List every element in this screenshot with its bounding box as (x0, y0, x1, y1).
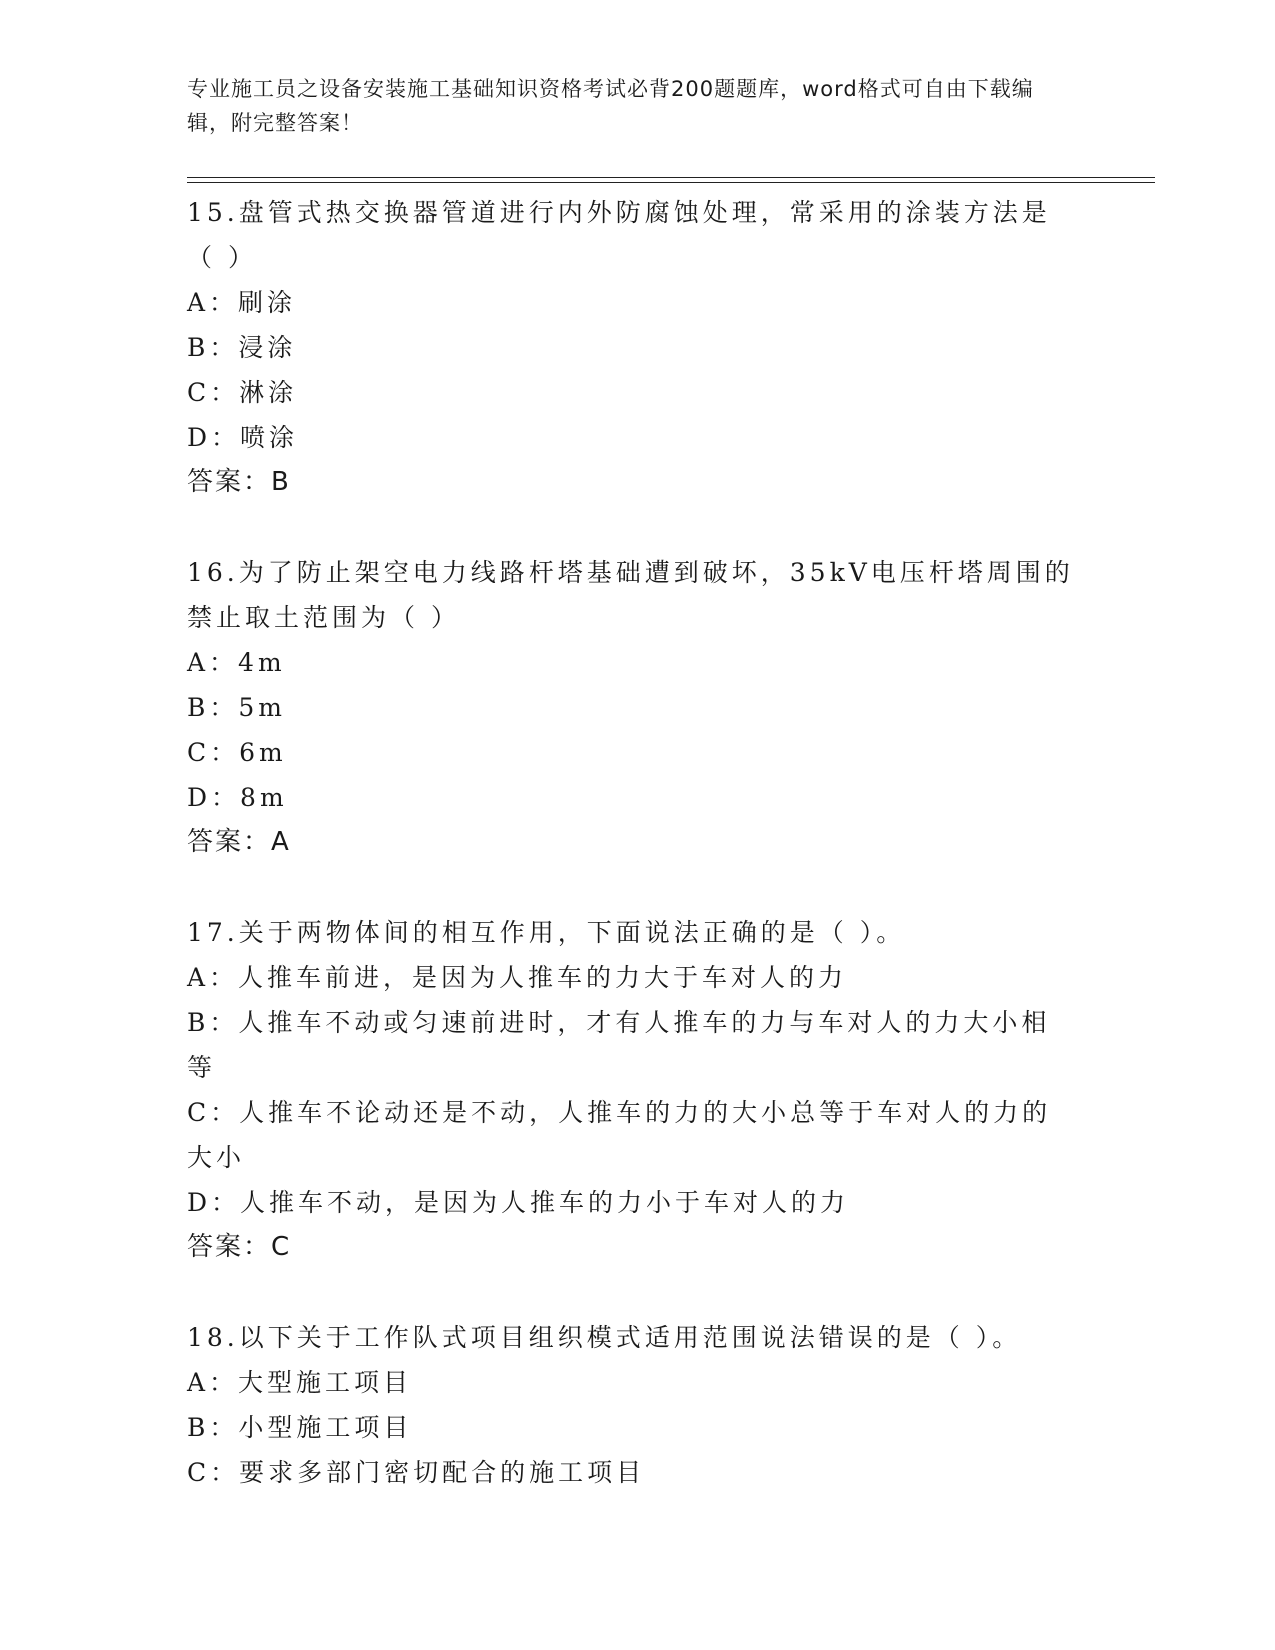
option-a: A：大型施工项目 (187, 1368, 413, 1397)
header-rule-top (187, 177, 1155, 178)
question-stem: 15.盘管式热交换器管道进行内外防腐蚀处理，常采用的涂装方法是（ ） (187, 198, 1051, 272)
option-b: B：人推车不动或匀速前进时，才有人推车的力与车对人的力大小相等 (187, 1008, 1051, 1082)
option-c: C：淋涂 (187, 378, 298, 407)
answer-line: 答案：C (187, 1232, 292, 1262)
question-spacer (187, 505, 1077, 550)
option-d: D：8m (187, 783, 288, 812)
question-stem: 18.以下关于工作队式项目组织模式适用范围说法错误的是（ ）。 (187, 1323, 1022, 1352)
question-stem: 17.关于两物体间的相互作用，下面说法正确的是（ ）。 (187, 918, 906, 947)
option-a: A：人推车前进，是因为人推车的力大于车对人的力 (187, 963, 848, 992)
question-17 (187, 910, 1077, 1270)
question-list (187, 190, 1077, 1495)
option-d: D：喷涂 (187, 423, 299, 452)
question-16 (187, 550, 1077, 865)
option-c: C：人推车不论动还是不动，人推车的力的大小总等于车对人的力的大小 (187, 1098, 1052, 1172)
answer-line: 答案：B (187, 467, 291, 497)
option-d: D：人推车不动，是因为人推车的力小于车对人的力 (187, 1188, 850, 1217)
option-b: B：小型施工项目 (187, 1413, 413, 1442)
header-rule-bottom (187, 182, 1155, 183)
option-a: A：4m (187, 648, 286, 677)
question-15 (187, 190, 1077, 505)
option-b: B：浸涂 (187, 333, 297, 362)
question-spacer (187, 865, 1077, 910)
question-spacer (187, 1270, 1077, 1315)
option-b: B：5m (187, 693, 286, 722)
document-header: 专业施工员之设备安装施工基础知识资格考试必背200题题库，word格式可自由下载编辑，附完整答案！ (187, 77, 1034, 135)
answer-line: 答案：A (187, 827, 291, 857)
option-a: A：刷涂 (187, 288, 297, 317)
option-c: C：要求多部门密切配合的施工项目 (187, 1458, 646, 1487)
question-stem: 16.为了防止架空电力线路杆塔基础遭到破坏，35kV电压杆塔周围的禁止取土范围为（ ） (187, 558, 1074, 632)
option-c: C：6m (187, 738, 287, 767)
question-18 (187, 1315, 1077, 1495)
